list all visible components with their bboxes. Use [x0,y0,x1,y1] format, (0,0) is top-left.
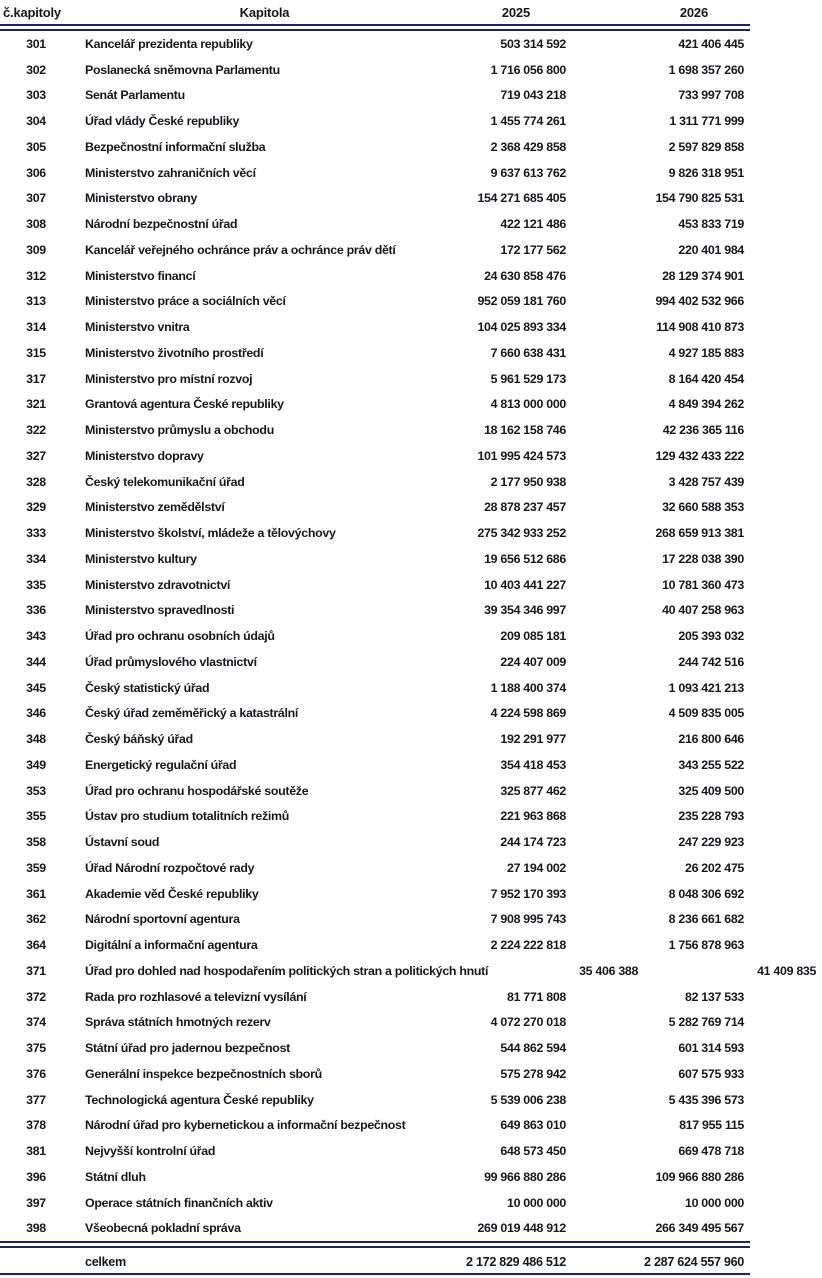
row-value-2025: 5 961 529 173 [490,371,566,386]
row-chapter-number: 314 [26,320,46,335]
row-chapter-number: 353 [26,783,46,798]
row-chapter-name: Ústav pro studium totalitních režimů [85,809,289,824]
table-row [0,263,750,289]
table-row [0,1061,750,1087]
table-row [0,340,750,366]
table-row [0,134,750,160]
table-row [0,443,750,469]
table-row [0,855,750,881]
row-value-2025: 4 072 270 018 [490,1015,566,1030]
row-chapter-number: 349 [26,757,46,772]
row-value-2025: 9 637 613 762 [490,165,566,180]
row-value-2025: 2 224 222 818 [490,938,566,953]
row-chapter-number: 371 [26,963,46,978]
row-chapter-number: 309 [26,242,46,257]
row-value-2025: 27 194 002 [506,860,566,875]
total-label: celkem [85,1255,126,1270]
row-value-2025: 209 085 181 [500,629,566,644]
row-chapter-number: 303 [26,88,46,103]
row-chapter-name: Ministerstvo financí [85,268,196,283]
row-chapter-name: Grantová agentura České republiky [85,397,284,412]
table-row [0,366,750,392]
row-chapter-number: 359 [26,860,46,875]
row-value-2025: 7 952 170 393 [490,886,566,901]
table-row [0,1035,750,1061]
row-value-2026: 607 575 933 [678,1066,744,1081]
row-chapter-name: Ministerstvo dopravy [85,448,204,463]
table-row [0,314,750,340]
table-body [0,31,817,1241]
row-value-2026: 4 849 394 262 [668,397,744,412]
row-chapter-number: 372 [26,989,46,1004]
row-value-2025: 275 342 933 252 [477,526,566,541]
row-chapter-number: 301 [26,36,46,51]
row-value-2026: 325 409 500 [678,783,744,798]
row-value-2025: 1 716 056 800 [490,62,566,77]
column-header-chapter-name: Kapitola [239,4,290,20]
row-chapter-name: Akademie věd České republiky [85,886,259,901]
table-row [0,1164,750,1190]
row-value-2026: 2 597 829 858 [668,139,744,154]
row-value-2025: 7 660 638 431 [490,345,566,360]
row-chapter-name: Ministerstvo pro místní rozvoj [85,371,253,386]
row-value-2026: 8 164 420 454 [668,371,744,386]
row-chapter-number: 307 [26,191,46,206]
row-value-2025: 4 224 598 869 [490,706,566,721]
row-value-2026: 129 432 433 222 [655,448,744,463]
row-value-2025: 952 059 181 760 [477,294,566,309]
table-row [0,469,750,495]
row-chapter-name: Kancelář prezidenta republiky [85,36,253,51]
row-value-2026: 1 756 878 963 [668,938,744,953]
row-chapter-name: Český statistický úřad [85,680,210,695]
row-value-2025: 7 908 995 743 [490,912,566,927]
table-row [0,520,750,546]
row-chapter-number: 381 [26,1144,46,1159]
column-header-2026: 2026 [679,4,708,20]
row-chapter-number: 346 [26,706,46,721]
table-row [0,108,750,134]
row-value-2026: 4 509 835 005 [668,706,744,721]
row-value-2025: 154 271 685 405 [477,191,566,206]
row-value-2025: 575 278 942 [500,1066,566,1081]
row-value-2026: 28 129 374 901 [662,268,744,283]
row-value-2026: 9 826 318 951 [668,165,744,180]
row-value-2026: 343 255 522 [678,757,744,772]
row-value-2025: 648 573 450 [500,1144,566,1159]
table-row [0,752,750,778]
row-value-2026: 601 314 593 [678,1041,744,1056]
row-chapter-name: Národní úřad pro kybernetickou a informační bezpečnost [85,1118,406,1133]
total-value-2026: 2 287 624 557 960 [644,1255,744,1270]
row-chapter-name: Státní dluh [85,1169,146,1184]
row-chapter-number: 317 [26,371,46,386]
row-value-2025: 99 966 880 286 [484,1169,566,1184]
row-chapter-number: 374 [26,1015,46,1030]
column-header-2025: 2025 [501,4,530,20]
row-chapter-name: Ministerstvo práce a sociálních věcí [85,294,286,309]
row-chapter-name: Ministerstvo školství, mládeže a tělovýchovy [85,526,336,541]
table-row [0,1087,750,1113]
row-value-2025: 325 877 462 [500,783,566,798]
row-chapter-number: 322 [26,423,46,438]
row-value-2025: 719 043 218 [500,88,566,103]
row-value-2025: 354 418 453 [500,757,566,772]
row-value-2025: 221 963 868 [500,809,566,824]
row-value-2026: 40 407 258 963 [662,603,744,618]
row-chapter-name: Český báňský úřad [85,732,193,747]
row-chapter-name: Poslanecká sněmovna Parlamentu [85,62,280,77]
table-row [0,881,750,907]
table-row [0,1010,750,1036]
row-chapter-number: 362 [26,912,46,927]
row-value-2025: 4 813 000 000 [490,397,566,412]
row-value-2025: 1 455 774 261 [490,114,566,129]
row-chapter-number: 333 [26,526,46,541]
row-value-2026: 1 698 357 260 [668,62,744,77]
table-row [0,546,750,572]
table-row [0,1216,750,1242]
table-row [0,1138,750,1164]
row-chapter-number: 328 [26,474,46,489]
row-chapter-name: Operace státních finančních aktiv [85,1195,273,1210]
row-value-2025: 5 539 006 238 [490,1092,566,1107]
row-chapter-number: 336 [26,603,46,618]
row-chapter-name: Ministerstvo životního prostředí [85,345,264,360]
total-row [0,1250,750,1274]
row-value-2026: 1 093 421 213 [668,680,744,695]
row-chapter-name: Digitální a informační agentura [85,938,258,953]
row-value-2025: 224 407 009 [500,654,566,669]
row-chapter-name: Úřad průmyslového vlastnictví [85,654,257,669]
row-chapter-name: Generální inspekce bezpečnostních sborů [85,1066,322,1081]
row-chapter-number: 321 [26,397,46,412]
row-value-2025: 81 771 808 [506,989,566,1004]
row-chapter-name: Senát Parlamentu [85,88,185,103]
row-value-2025: 649 863 010 [500,1118,566,1133]
row-value-2026: 26 202 475 [684,860,744,875]
row-value-2026: 32 660 588 353 [662,500,744,515]
row-chapter-number: 377 [26,1092,46,1107]
row-chapter-name: Ústavní soud [85,835,160,850]
row-chapter-name: Technologická agentura České republiky [85,1092,314,1107]
row-value-2025: 10 000 000 [506,1195,566,1210]
row-chapter-name: Kancelář veřejného ochránce práv a ochránce práv dětí [85,242,396,257]
row-value-2025: 28 878 237 457 [484,500,566,515]
row-value-2026: 220 401 984 [678,242,744,257]
row-value-2025: 544 862 594 [500,1041,566,1056]
row-chapter-number: 335 [26,577,46,592]
row-value-2026: 154 790 825 531 [655,191,744,206]
table-row [0,31,750,57]
table-row [0,932,750,958]
row-chapter-name: Ministerstvo spravedlnosti [85,603,235,618]
table-row [0,778,750,804]
row-chapter-name: Ministerstvo zdravotnictví [85,577,231,592]
row-value-2026: 5 435 396 573 [668,1092,744,1107]
table-row [0,958,817,984]
row-value-2026: 5 282 769 714 [668,1015,744,1030]
table-row [0,289,750,315]
row-value-2026: 244 742 516 [678,654,744,669]
row-chapter-name: Český úřad zeměměřický a katastrální [85,706,299,721]
row-value-2025: 24 630 858 476 [484,268,566,283]
row-chapter-name: Ministerstvo vnitra [85,320,190,335]
table-row [0,829,750,855]
table-row [0,237,750,263]
row-value-2026: 235 228 793 [678,809,744,824]
table-row [0,1113,750,1139]
row-chapter-number: 329 [26,500,46,515]
row-chapter-name: Rada pro rozhlasové a televizní vysílání [85,989,307,1004]
row-chapter-number: 375 [26,1041,46,1056]
row-chapter-name: Úřad pro dohled nad hospodařením politických stran a politických hnutí [85,963,489,978]
table-row [0,572,750,598]
row-chapter-name: Energetický regulační úřad [85,757,237,772]
row-value-2026: 42 236 365 116 [662,423,744,438]
row-chapter-number: 305 [26,139,46,154]
row-value-2026: 114 908 410 873 [656,320,744,335]
row-chapter-name: Národní sportovní agentura [85,912,240,927]
row-value-2025: 19 656 512 686 [484,551,566,566]
row-value-2026: 82 137 533 [684,989,744,1004]
table-row [0,907,750,933]
header-double-rule [0,24,750,31]
row-chapter-name: Ministerstvo zahraničních věcí [85,165,256,180]
row-value-2025: 35 406 388 [579,963,639,978]
row-value-2026: 1 311 771 999 [669,114,744,129]
row-value-2026: 268 659 913 381 [655,526,744,541]
row-chapter-name: Úřad pro ochranu hospodářské soutěže [85,783,309,798]
row-value-2026: 205 393 032 [678,629,744,644]
row-chapter-number: 312 [26,268,46,283]
table-header-row [0,0,750,24]
row-chapter-name: Ministerstvo průmyslu a obchodu [85,423,274,438]
table-row [0,495,750,521]
row-value-2026: 41 409 835 [757,963,817,978]
table-row [0,83,750,109]
row-value-2025: 192 291 977 [500,732,566,747]
row-chapter-number: 343 [26,629,46,644]
row-chapter-number: 396 [26,1169,46,1184]
table-row [0,623,750,649]
row-chapter-name: Nejvyšší kontrolní úřad [85,1144,216,1159]
row-value-2026: 8 236 661 682 [668,912,744,927]
row-value-2026: 216 800 646 [678,732,744,747]
row-value-2026: 733 997 708 [678,88,744,103]
table-row [0,675,750,701]
row-chapter-number: 348 [26,732,46,747]
row-value-2025: 422 121 486 [500,217,566,232]
row-chapter-number: 304 [26,114,46,129]
row-chapter-number: 358 [26,835,46,850]
row-value-2025: 503 314 592 [500,36,566,51]
row-value-2025: 2 368 429 858 [490,139,566,154]
row-value-2026: 994 402 532 966 [655,294,744,309]
row-chapter-name: Úřad Národní rozpočtové rady [85,860,255,875]
row-chapter-name: Správa státních hmotných rezerv [85,1015,271,1030]
row-chapter-number: 398 [26,1221,46,1236]
table-row [0,726,750,752]
row-chapter-name: Úřad vlády České republiky [85,114,240,129]
row-value-2026: 3 428 757 439 [668,474,744,489]
row-chapter-name: Národní bezpečnostní úřad [85,217,238,232]
total-value-2025: 2 172 829 486 512 [466,1255,566,1270]
table-row [0,598,750,624]
row-value-2025: 1 188 400 374 [490,680,566,695]
row-value-2025: 39 354 346 997 [484,603,566,618]
row-chapter-number: 308 [26,217,46,232]
row-value-2025: 269 019 448 912 [477,1221,566,1236]
row-chapter-number: 315 [26,345,46,360]
row-value-2025: 101 995 424 573 [477,448,566,463]
row-chapter-name: Český telekomunikační úřad [85,474,245,489]
column-header-chapter-number: č.kapitoly [3,4,61,20]
row-chapter-number: 376 [26,1066,46,1081]
row-chapter-name: Úřad pro ochranu osobních údajů [85,629,275,644]
row-chapter-number: 302 [26,62,46,77]
row-value-2025: 2 177 950 938 [490,474,566,489]
row-value-2026: 421 406 445 [678,36,744,51]
row-value-2026: 10 000 000 [684,1195,744,1210]
row-chapter-number: 344 [26,654,46,669]
row-value-2026: 17 228 038 390 [662,551,744,566]
row-chapter-name: Ministerstvo obrany [85,191,198,206]
table-row [0,57,750,83]
row-chapter-name: Ministerstvo kultury [85,551,197,566]
row-chapter-number: 327 [26,448,46,463]
row-value-2026: 109 966 880 286 [655,1169,744,1184]
table-row [0,1190,750,1216]
row-value-2026: 266 349 495 567 [655,1221,744,1236]
row-value-2026: 247 229 923 [678,835,744,850]
row-chapter-number: 364 [26,938,46,953]
row-chapter-name: Všeobecná pokladní správa [85,1221,241,1236]
row-chapter-name: Ministerstvo zemědělství [85,500,225,515]
row-chapter-name: Státní úřad pro jadernou bezpečnost [85,1041,290,1056]
row-value-2025: 244 174 723 [500,835,566,850]
row-chapter-number: 378 [26,1118,46,1133]
table-row [0,804,750,830]
row-chapter-number: 313 [26,294,46,309]
row-value-2026: 10 781 360 473 [662,577,744,592]
row-value-2026: 453 833 719 [678,217,744,232]
bottom-rule [0,1273,750,1276]
table-row [0,649,750,675]
row-value-2025: 104 025 893 334 [477,320,566,335]
row-value-2026: 8 048 306 692 [668,886,744,901]
row-chapter-number: 345 [26,680,46,695]
table-row [0,392,750,418]
table-row [0,211,750,237]
row-chapter-number: 361 [26,886,46,901]
total-double-rule [0,1241,750,1248]
row-chapter-number: 334 [26,551,46,566]
row-value-2025: 172 177 562 [500,242,566,257]
table-row [0,701,750,727]
row-value-2026: 4 927 185 883 [668,345,744,360]
row-chapter-number: 355 [26,809,46,824]
table-row [0,984,750,1010]
row-chapter-number: 397 [26,1195,46,1210]
row-chapter-number: 306 [26,165,46,180]
table-row [0,160,750,186]
row-value-2026: 817 955 115 [679,1118,744,1133]
row-chapter-name: Bezpečnostní informační služba [85,139,266,154]
table-row [0,186,750,212]
row-value-2025: 18 162 158 746 [484,423,566,438]
row-value-2026: 669 478 718 [678,1144,744,1159]
row-value-2025: 10 403 441 227 [484,577,566,592]
table-row [0,417,750,443]
